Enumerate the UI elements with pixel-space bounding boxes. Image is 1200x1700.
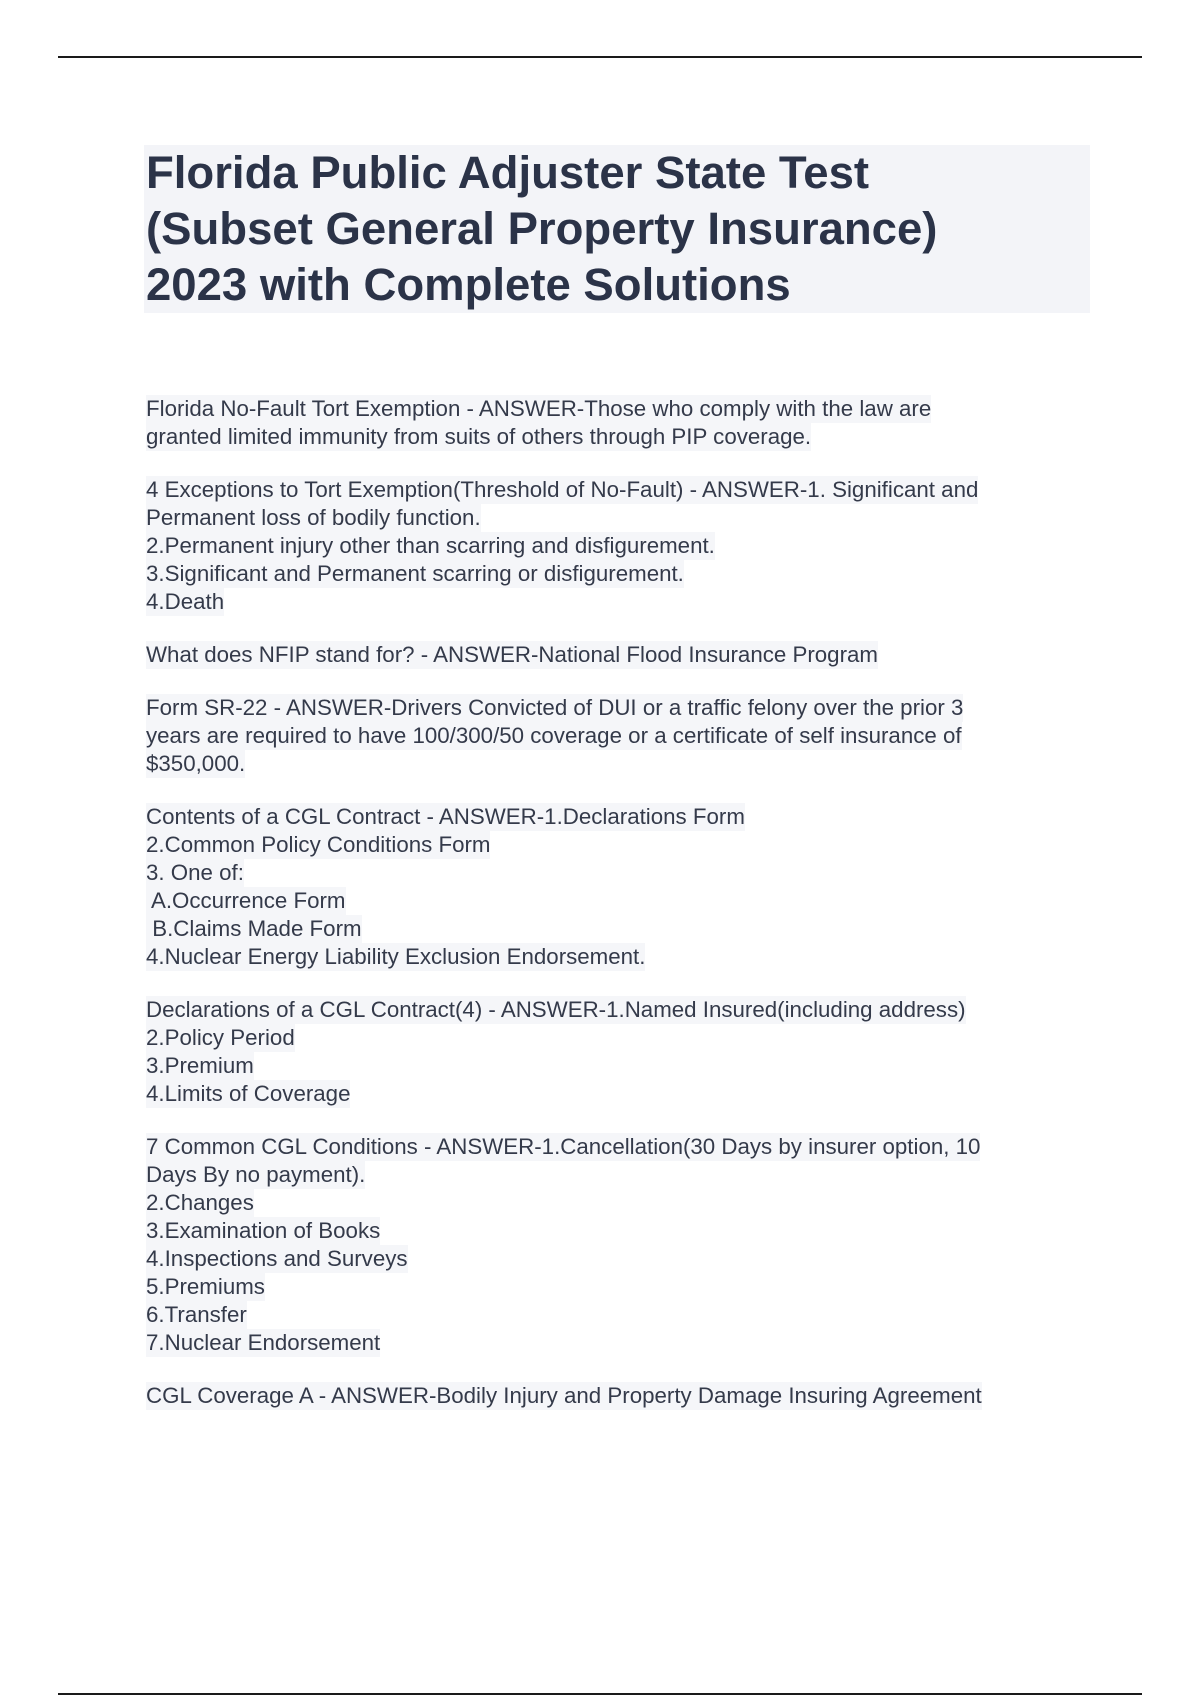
qa-line: 4.Limits of Coverage — [146, 1081, 351, 1106]
qa-line: 3.Significant and Permanent scarring or disfigurement. — [146, 561, 684, 586]
qa-entry — [146, 476, 1086, 616]
qa-line: Declarations of a CGL Contract(4) - ANSWER-1.Named Insured(including address) — [146, 997, 966, 1022]
qa-line: granted limited immunity from suits of others through PIP coverage. — [146, 424, 812, 449]
qa-line: 5.Premiums — [146, 1274, 265, 1299]
qa-line: 3.Examination of Books — [146, 1218, 381, 1243]
page-title — [146, 145, 937, 313]
qa-line: Contents of a CGL Contract - ANSWER-1.Declarations Form — [146, 804, 745, 829]
qa-entry — [146, 1133, 1086, 1357]
title-line: 2023 with Complete Solutions — [146, 259, 791, 310]
title-line: (Subset General Property Insurance) — [146, 203, 938, 254]
qa-line: 4.Death — [146, 589, 225, 614]
qa-entry — [146, 694, 1086, 778]
qa-line: Form SR-22 - ANSWER-Drivers Convicted of DUI or a traffic felony over the prior 3 — [146, 695, 964, 720]
qa-line: B.Claims Made Form — [146, 916, 362, 941]
qa-entry — [146, 803, 1086, 971]
qa-line: Florida No-Fault Tort Exemption - ANSWER-Those who comply with the law are — [146, 396, 932, 421]
qa-line: 2.Common Policy Conditions Form — [146, 832, 491, 857]
qa-line: 4.Nuclear Energy Liability Exclusion Endorsement. — [146, 944, 646, 969]
qa-list — [146, 395, 1086, 1435]
qa-line: 7.Nuclear Endorsement — [146, 1330, 381, 1355]
qa-line: CGL Coverage A - ANSWER-Bodily Injury and Property Damage Insuring Agreement — [146, 1383, 982, 1408]
top-rule — [58, 56, 1142, 58]
qa-entry — [146, 641, 1086, 669]
qa-line: $350,000. — [146, 751, 246, 776]
qa-line: 6.Transfer — [146, 1302, 247, 1327]
qa-line: 3. One of: — [146, 860, 244, 885]
qa-line: 4 Exceptions to Tort Exemption(Threshold of No-Fault) - ANSWER-1. Significant and — [146, 477, 979, 502]
qa-line: Permanent loss of bodily function. — [146, 505, 481, 530]
qa-line: A.Occurrence Form — [146, 888, 346, 913]
qa-entry — [146, 996, 1086, 1108]
qa-line: 2.Permanent injury other than scarring and disfigurement. — [146, 533, 715, 558]
qa-line: 7 Common CGL Conditions - ANSWER-1.Cancellation(30 Days by insurer option, 10 — [146, 1134, 981, 1159]
qa-line: 2.Policy Period — [146, 1025, 295, 1050]
qa-line: years are required to have 100/300/50 coverage or a certificate of self insurance of — [146, 723, 962, 748]
qa-line: 4.Inspections and Surveys — [146, 1246, 408, 1271]
qa-line: Days By no payment). — [146, 1162, 366, 1187]
qa-line: 3.Premium — [146, 1053, 254, 1078]
qa-entry — [146, 395, 1086, 451]
qa-line: What does NFIP stand for? - ANSWER-National Flood Insurance Program — [146, 642, 878, 667]
title-block — [144, 145, 1090, 313]
qa-line: 2.Changes — [146, 1190, 254, 1215]
qa-entry — [146, 1382, 1086, 1410]
title-line: Florida Public Adjuster State Test — [146, 147, 870, 198]
bottom-rule — [58, 1693, 1142, 1695]
